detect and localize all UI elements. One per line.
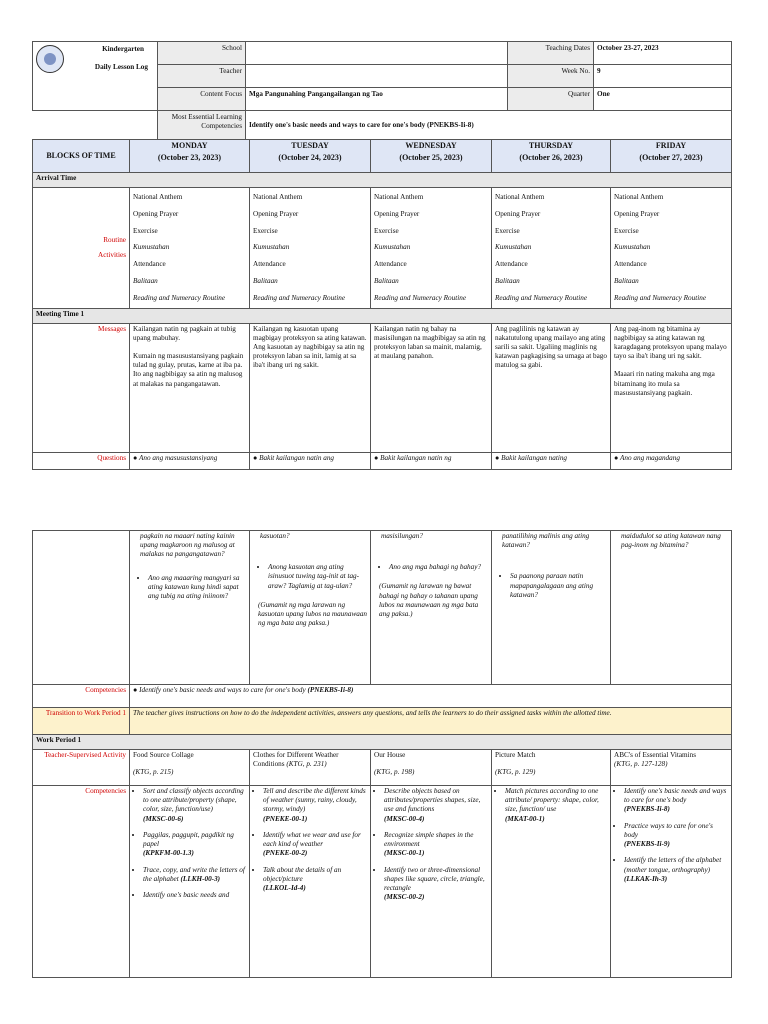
question-start-thursday: ● Bakit kailangan nating: [492, 452, 611, 469]
competencies-wednesday: • Describe objects based on attributes/properties shapes, size, use and functions (MKSC-00-4) • Recognize simple shapes in the environment (MKSC-00-1) • Identify two or three-dimensional shapes like square, circle, triangle, rectangle (MKSC-00-2): [371, 786, 492, 978]
questions-friday: maidudulot sa ating katawan nang pag-inom ng bitamina?: [611, 531, 732, 685]
week-value[interactable]: 9: [594, 65, 732, 88]
log-title: Daily Lesson Log: [94, 63, 148, 72]
questions-wednesday: masisilungan? • Ano ang mga bahagi ng bahay? (Gumamit ng larawan ng bawat bahagi ng bahay o tahanan upang lubos na maunawaan ng mga bata ang paksa.): [371, 531, 492, 685]
teaching-dates-value[interactable]: October 23-27, 2023: [594, 42, 732, 65]
competencies-monday: • Sort and classify objects according to one attribute/property (shape, color, size, function/use) (MKSC-00-6) • Paggilas, paggupit, pagdikit ng papel (KPKFM-00-1.3) • Trace, copy, and write the letters of the alphabet (LLKH-00-3) • Identify one's basic needs and: [130, 786, 250, 978]
messages-label: Messages: [33, 323, 130, 452]
activity-monday: Food Source Collage (KTG, p. 215): [130, 750, 250, 786]
routine-list-tuesday: National Anthem Opening Prayer Exercise Kumustahan Attendance Balitaan Reading and Numeracy Routine: [250, 188, 371, 309]
questions-continued-label: [33, 531, 130, 685]
deped-seal-icon: [36, 45, 64, 73]
routine-list-friday: National Anthem Opening Prayer Exercise Kumustahan Attendance Balitaan Reading and Numeracy Routine: [611, 188, 732, 309]
activity-thursday: Picture Match (KTG, p. 129): [492, 750, 611, 786]
school-value[interactable]: [246, 42, 508, 65]
competencies-friday: • Identify one's basic needs and ways to care for one's body (PNEKBS-Ii-8) • Practice ways to care for one's body (PNEKBS-Ii-9) • Identify the letters of the alphabet (mother tongue, orthography) (LLKAK-Ih-3): [611, 786, 732, 978]
questions-label: Questions: [33, 452, 130, 469]
school-label: School: [158, 42, 246, 65]
day-header-tuesday: TUESDAY (October 24, 2023): [250, 140, 371, 173]
transition-label: Transition to Work Period 1: [33, 708, 130, 735]
questions-tuesday: kasuotan? • Anong kasuotan ang ating isinusuot tuwing tag-init at tag-araw? Taglamig at tag-ulan? (Gumamit ng mga larawan ng kasuotan upang lubos na maunawaan ng mga bata ang paksa.): [250, 531, 371, 685]
day-header-wednesday: WEDNESDAY (October 25, 2023): [371, 140, 492, 173]
day-header-thursday: THURSDAY (October 26, 2023): [492, 140, 611, 173]
question-start-monday: ● Ano ang masusustansiyang: [130, 452, 250, 469]
message-wednesday: Kailangan natin ng bahay na masisilungan na magbibigay sa atin ng proteksyon laban sa mainit, malamig, at maulang panahon.: [371, 323, 492, 452]
message-monday: Kailangan natin ng pagkain at tubig upang mabuhay. Kumain ng masusustansiyang pagkain tulad ng gulay, prutas, karne at iba pa. Ito ang nagbibigay sa atin ng malusog at malakas na pangangatawan.: [130, 323, 250, 452]
work-competencies-label: Competencies: [33, 786, 130, 978]
questions-thursday: panatilihing malinis ang ating katawan? • Sa paanong paraan natin mapapangalagaan ang ating katawan?: [492, 531, 611, 685]
transition-text: The teacher gives instructions on how to do the independent activities, answers any questions, and tells the learners to do their assigned tasks within the allotted time.: [130, 708, 732, 735]
activity-friday: ABC's of Essential Vitamins (KTG, p. 127-128): [611, 750, 732, 786]
teacher-value[interactable]: [246, 65, 508, 88]
routine-list-wednesday: National Anthem Opening Prayer Exercise Kumustahan Attendance Balitaan Reading and Numeracy Routine: [371, 188, 492, 309]
activity-wednesday: Our House (KTG, p. 198): [371, 750, 492, 786]
competencies-thursday: • Match pictures according to one attribute/ property: shape, color, size, function/ use (MKAT-00-1): [492, 786, 611, 978]
question-start-tuesday: ● Bakit kailangan natin ang: [250, 452, 371, 469]
teaching-dates-label: Teaching Dates: [508, 42, 594, 65]
competencies-label: Competencies: [33, 685, 130, 708]
meeting-time-heading: Meeting Time 1: [33, 308, 732, 323]
teacher-supervised-label: Teacher-Supervised Activity: [33, 750, 130, 786]
lesson-log-table-page-2: [32, 530, 732, 978]
routine-list-thursday: National Anthem Opening Prayer Exercise Kumustahan Attendance Balitaan Reading and Numeracy Routine: [492, 188, 611, 309]
work-period-heading: Work Period 1: [33, 735, 732, 750]
competencies-tuesday: • Tell and describe the different kinds of weather (sunny, rainy, cloudy, stormy, windy) (PNEKE-00-1) • Identify what we wear and use for each kind of weather (PNEKE-00-2) • Talk about the details of an object/picture (LLKOL-Id-4): [250, 786, 371, 978]
quarter-label: Quarter: [508, 88, 594, 111]
routine-activities-label: Routine Activities: [33, 188, 130, 309]
day-header-friday: FRIDAY (October 27, 2023): [611, 140, 732, 173]
melc-label: Most Essential Learning Competencies: [158, 111, 246, 142]
quarter-value[interactable]: One: [594, 88, 732, 111]
questions-monday: pagkain na maaari nating kainin upang magkaroon ng malusog at malakas na pangangatawan? • Ano ang maaaring mangyari sa ating katawan kung hindi sapat ang tubig na ating iniinom?: [130, 531, 250, 685]
blocks-of-time-header: BLOCKS OF TIME: [33, 140, 130, 173]
content-focus-value[interactable]: Mga Pangunahing Pangangailangan ng Tao: [246, 88, 508, 111]
question-start-friday: ● Ano ang magandang: [611, 452, 732, 469]
content-focus-label: Content Focus: [158, 88, 246, 111]
message-tuesday: Kailangan ng kasuotan upang magbigay proteksyon sa ating katawan. Ang kasuotan ay nagbibigay sa atin ng proteksyon laban sa init, lamig at sa iba't ibang uri ng sakit.: [250, 323, 371, 452]
lesson-log-table-page-1: [32, 139, 732, 470]
question-start-wednesday: ● Bakit kailangan natin ng: [371, 452, 492, 469]
header-table: [32, 41, 732, 142]
day-header-monday: MONDAY (October 23, 2023): [130, 140, 250, 173]
melc-value[interactable]: Identify one's basic needs and ways to care for one's body (PNEKBS-Ii-8): [246, 111, 732, 142]
arrival-time-heading: Arrival Time: [33, 173, 732, 188]
routine-list-monday: National Anthem Opening Prayer Exercise Kumustahan Attendance Balitaan Reading and Numeracy Routine: [130, 188, 250, 309]
activity-tuesday: Clothes for Different Weather Conditions (KTG, p. 231): [250, 750, 371, 786]
header-title-cell: [33, 42, 158, 111]
message-thursday: Ang paglilinis ng katawan ay nakatutulong upang mailayo ang ating sarili sa sakit. Ugaliing maglinis ng katawan pagkagising sa umaga at bago matulog sa gabi.: [492, 323, 611, 452]
week-label: Week No.: [508, 65, 594, 88]
teacher-label: Teacher: [158, 65, 246, 88]
message-friday: Ang pag-inom ng bitamina ay nagbibigay sa ating katawan ng karagdagang proteksyon upang malayo tayo sa iba't ibang uri ng sakit. Maaari rin nating makuha ang mga bitaminang ito mula sa masusustansiyang pagkain.: [611, 323, 732, 452]
meeting-competency: ● Identify one's basic needs and ways to care for one's body (PNEKBS-Ii-8): [130, 685, 732, 708]
grade-label: Kindergarten: [102, 45, 144, 53]
